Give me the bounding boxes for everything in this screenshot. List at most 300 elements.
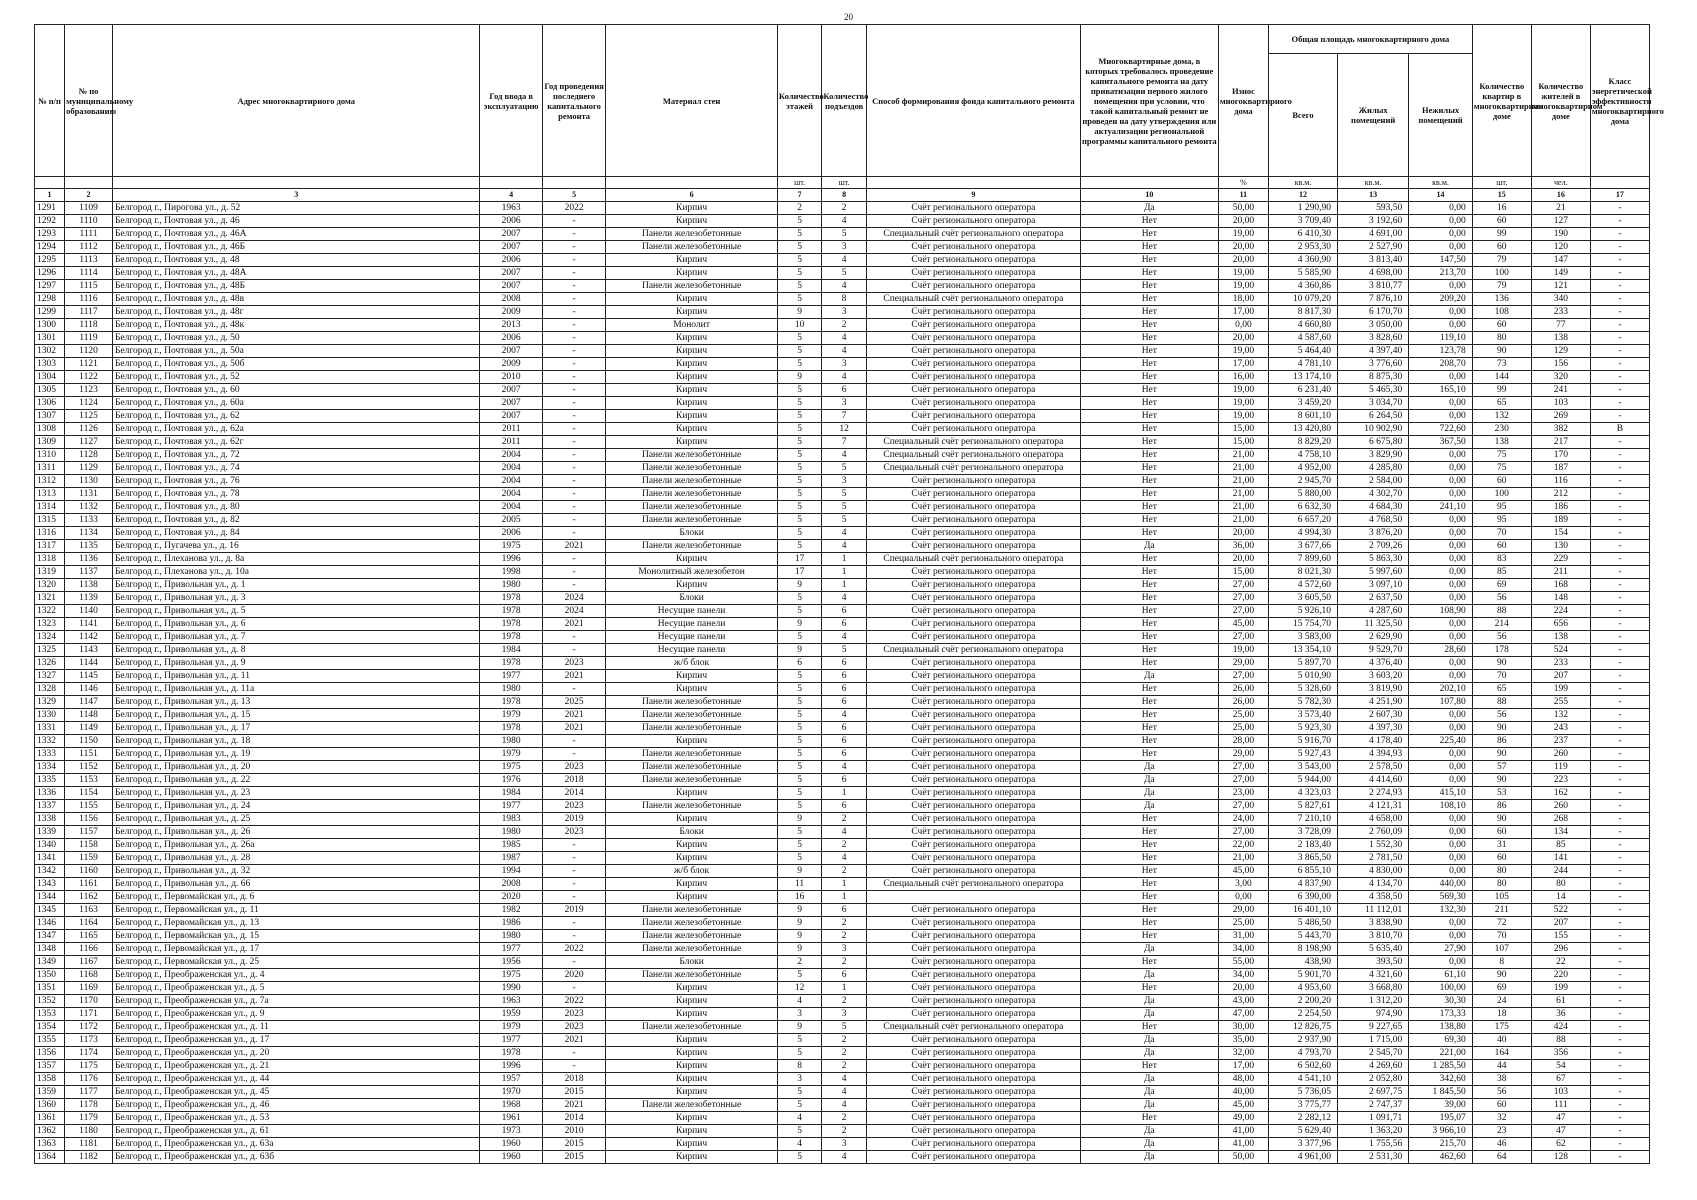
cell-energy-class: - [1590,787,1649,800]
cell-repair-required: Да [1080,1047,1218,1060]
cell-floors: 9 [777,371,822,384]
cell-energy-class: - [1590,241,1649,254]
cell-year-repair: - [542,865,605,878]
cell-entrances: 3 [822,241,867,254]
cell-apartments: 70 [1472,527,1531,540]
cell-wall-material: Кирпич [606,1047,778,1060]
cell-apartments: 108 [1472,306,1531,319]
cell-area-nonliving: 0,00 [1409,748,1473,761]
cell-wear: 24,00 [1218,813,1268,826]
cell-entrances: 4 [822,1099,867,1112]
column-number-cell: 13 [1338,189,1409,202]
table-row [35,774,1650,787]
table-row [35,995,1650,1008]
cell-fund-method: Счёт регионального оператора [866,943,1080,956]
cell-wear: 19,00 [1218,228,1268,241]
cell-entrances: 2 [822,1060,867,1073]
cell-area-total: 5 464,40 [1268,345,1337,358]
cell-year-built: 1980 [480,735,542,748]
cell-address: Белгород г., Почтовая ул., д. 50 [112,332,480,345]
cell-entrances: 7 [822,436,867,449]
unit-cell: шт. [822,177,867,189]
cell-year-built: 1980 [480,930,542,943]
cell-floors: 9 [777,917,822,930]
cell-num: 1329 [35,696,65,709]
cell-year-built: 1959 [480,1008,542,1021]
cell-wall-material: Панели железобетонные [606,800,778,813]
cell-area-living: 9 227,65 [1338,1021,1409,1034]
cell-area-total: 5 585,90 [1268,267,1337,280]
cell-energy-class: - [1590,852,1649,865]
cell-floors: 5 [777,215,822,228]
cell-fund-method: Счёт регионального оператора [866,917,1080,930]
cell-area-living: 11 112,01 [1338,904,1409,917]
cell-apartments: 86 [1472,800,1531,813]
cell-energy-class: - [1590,566,1649,579]
cell-floors: 3 [777,1073,822,1086]
cell-apartments: 72 [1472,917,1531,930]
cell-residents: 224 [1531,605,1590,618]
cell-year-built: 1975 [480,540,542,553]
cell-area-total: 5 736,05 [1268,1086,1337,1099]
cell-apartments: 90 [1472,657,1531,670]
table-row [35,579,1650,592]
table-row [35,696,1650,709]
table-row [35,410,1650,423]
cell-area-total: 2 953,30 [1268,241,1337,254]
cell-num: 1313 [35,488,65,501]
cell-repair-required: Нет [1080,410,1218,423]
cell-area-total: 2 183,40 [1268,839,1337,852]
cell-fund-method: Счёт регионального оператора [866,852,1080,865]
unit-cell [866,177,1080,189]
unit-cell [542,177,605,189]
cell-year-repair: 2024 [542,605,605,618]
cell-residents: 162 [1531,787,1590,800]
cell-mun-num: 1126 [65,423,113,436]
cell-repair-required: Нет [1080,631,1218,644]
cell-entrances: 6 [822,618,867,631]
cell-area-total: 8 817,30 [1268,306,1337,319]
cell-apartments: 80 [1472,332,1531,345]
cell-apartments: 69 [1472,982,1531,995]
cell-year-repair: - [542,748,605,761]
cell-area-nonliving: 0,00 [1409,371,1473,384]
cell-mun-num: 1151 [65,748,113,761]
cell-num: 1315 [35,514,65,527]
unit-cell [606,177,778,189]
cell-year-built: 1996 [480,553,542,566]
cell-repair-required: Да [1080,1008,1218,1021]
cell-repair-required: Да [1080,800,1218,813]
cell-energy-class: - [1590,605,1649,618]
cell-area-nonliving: 202,10 [1409,683,1473,696]
cell-area-living: 2 052,80 [1338,1073,1409,1086]
cell-year-built: 2009 [480,358,542,371]
cell-year-built: 1979 [480,748,542,761]
cell-wall-material: Кирпич [606,267,778,280]
cell-year-built: 1961 [480,1112,542,1125]
cell-floors: 11 [777,878,822,891]
cell-energy-class: - [1590,488,1649,501]
cell-fund-method: Счёт регионального оператора [866,839,1080,852]
table-row [35,1060,1650,1073]
cell-apartments: 88 [1472,605,1531,618]
cell-floors: 5 [777,969,822,982]
cell-energy-class: - [1590,1008,1649,1021]
cell-area-living: 4 302,70 [1338,488,1409,501]
cell-mun-num: 1156 [65,813,113,826]
cell-area-living: 4 321,60 [1338,969,1409,982]
cell-area-living: 2 747,37 [1338,1099,1409,1112]
cell-energy-class: - [1590,774,1649,787]
cell-year-built: 1984 [480,644,542,657]
unit-cell: шт. [1472,177,1531,189]
cell-num: 1341 [35,852,65,865]
cell-apartments: 65 [1472,397,1531,410]
cell-mun-num: 1143 [65,644,113,657]
cell-residents: 268 [1531,813,1590,826]
cell-repair-required: Нет [1080,514,1218,527]
cell-year-built: 2006 [480,332,542,345]
cell-mun-num: 1170 [65,995,113,1008]
cell-repair-required: Нет [1080,709,1218,722]
cell-area-nonliving: 221,00 [1409,1047,1473,1060]
cell-mun-num: 1125 [65,410,113,423]
cell-fund-method: Счёт регионального оператора [866,631,1080,644]
cell-area-total: 7 899,60 [1268,553,1337,566]
cell-apartments: 40 [1472,1034,1531,1047]
cell-year-repair: - [542,449,605,462]
cell-area-total: 6 231,40 [1268,384,1337,397]
cell-apartments: 90 [1472,748,1531,761]
cell-area-nonliving: 569,30 [1409,891,1473,904]
cell-year-repair: 2018 [542,774,605,787]
cell-repair-required: Нет [1080,722,1218,735]
cell-mun-num: 1177 [65,1086,113,1099]
cell-mun-num: 1129 [65,462,113,475]
cell-area-living: 4 285,80 [1338,462,1409,475]
cell-fund-method: Счёт регионального оператора [866,1125,1080,1138]
cell-wear: 27,00 [1218,579,1268,592]
cell-address: Белгород г., Преображенская ул., д. 4 [112,969,480,982]
table-row [35,1008,1650,1021]
cell-fund-method: Специальный счёт регионального оператора [866,436,1080,449]
cell-repair-required: Нет [1080,579,1218,592]
header-wear: Износ многоквартирного дома [1218,25,1268,177]
cell-wall-material: Панели железобетонные [606,280,778,293]
column-number-cell: 15 [1472,189,1531,202]
cell-floors: 5 [777,735,822,748]
cell-floors: 5 [777,839,822,852]
cell-repair-required: Да [1080,1151,1218,1164]
cell-residents: 147 [1531,254,1590,267]
cell-entrances: 4 [822,332,867,345]
table-row [35,813,1650,826]
cell-repair-required: Нет [1080,904,1218,917]
cell-residents: 356 [1531,1047,1590,1060]
cell-mun-num: 1142 [65,631,113,644]
cell-residents: 524 [1531,644,1590,657]
cell-energy-class: - [1590,995,1649,1008]
cell-fund-method: Счёт регионального оператора [866,1138,1080,1151]
housing-table [34,24,1664,1164]
cell-wall-material: Блоки [606,592,778,605]
cell-address: Белгород г., Привольная ул., д. 17 [112,722,480,735]
cell-wear: 35,00 [1218,1034,1268,1047]
cell-wear: 50,00 [1218,1151,1268,1164]
cell-num: 1312 [35,475,65,488]
cell-fund-method: Счёт регионального оператора [866,1047,1080,1060]
cell-area-living: 2 527,90 [1338,241,1409,254]
cell-repair-required: Нет [1080,592,1218,605]
cell-floors: 5 [777,358,822,371]
cell-fund-method: Счёт регионального оператора [866,371,1080,384]
table-row [35,1151,1650,1164]
cell-residents: 170 [1531,449,1590,462]
cell-repair-required: Нет [1080,813,1218,826]
cell-year-repair: - [542,423,605,436]
cell-residents: 223 [1531,774,1590,787]
cell-floors: 5 [777,384,822,397]
cell-year-built: 1994 [480,865,542,878]
table-row [35,1047,1650,1060]
cell-apartments: 8 [1472,956,1531,969]
cell-fund-method: Счёт регионального оператора [866,202,1080,215]
cell-fund-method: Счёт регионального оператора [866,319,1080,332]
cell-mun-num: 1158 [65,839,113,852]
cell-repair-required: Нет [1080,397,1218,410]
cell-num: 1340 [35,839,65,852]
table-row [35,826,1650,839]
cell-wear: 27,00 [1218,670,1268,683]
cell-year-built: 1977 [480,800,542,813]
cell-apartments: 60 [1472,319,1531,332]
cell-mun-num: 1146 [65,683,113,696]
cell-apartments: 95 [1472,501,1531,514]
table-row [35,345,1650,358]
cell-year-built: 2005 [480,514,542,527]
cell-address: Белгород г., Почтовая ул., д. 48к [112,319,480,332]
cell-year-built: 1980 [480,683,542,696]
cell-year-built: 1978 [480,618,542,631]
cell-fund-method: Счёт регионального оператора [866,605,1080,618]
cell-year-repair: 2022 [542,202,605,215]
cell-wear: 17,00 [1218,358,1268,371]
cell-area-nonliving: 0,00 [1409,241,1473,254]
column-number-cell: 11 [1218,189,1268,202]
cell-area-total: 4 360,90 [1268,254,1337,267]
cell-num: 1333 [35,748,65,761]
cell-floors: 5 [777,527,822,540]
cell-area-total: 3 543,00 [1268,761,1337,774]
cell-floors: 5 [777,423,822,436]
cell-energy-class: - [1590,1125,1649,1138]
cell-residents: 186 [1531,501,1590,514]
cell-year-repair: 2023 [542,826,605,839]
cell-floors: 5 [777,449,822,462]
cell-wear: 40,00 [1218,1086,1268,1099]
cell-area-nonliving: 195,07 [1409,1112,1473,1125]
cell-mun-num: 1138 [65,579,113,592]
cell-year-repair: - [542,930,605,943]
cell-floors: 5 [777,787,822,800]
cell-address: Белгород г., Привольная ул., д. 24 [112,800,480,813]
cell-energy-class: - [1590,553,1649,566]
cell-area-nonliving: 0,00 [1409,306,1473,319]
housing-table-wrapper [34,24,1664,1164]
cell-repair-required: Нет [1080,1112,1218,1125]
cell-repair-required: Нет [1080,553,1218,566]
cell-fund-method: Счёт регионального оператора [866,800,1080,813]
cell-entrances: 6 [822,904,867,917]
header-address: Адрес многоквартирного дома [112,25,480,177]
table-row [35,683,1650,696]
cell-floors: 5 [777,241,822,254]
cell-year-built: 2011 [480,423,542,436]
unit-cell [1590,177,1649,189]
cell-area-nonliving: 440,00 [1409,878,1473,891]
table-row [35,592,1650,605]
cell-num: 1306 [35,397,65,410]
cell-wear: 26,00 [1218,696,1268,709]
cell-entrances: 6 [822,696,867,709]
cell-fund-method: Счёт регионального оператора [866,241,1080,254]
cell-entrances: 6 [822,774,867,787]
cell-area-nonliving: 0,00 [1409,462,1473,475]
cell-apartments: 79 [1472,254,1531,267]
cell-repair-required: Нет [1080,735,1218,748]
cell-year-repair: 2010 [542,1125,605,1138]
cell-fund-method: Счёт регионального оператора [866,618,1080,631]
cell-wear: 43,00 [1218,995,1268,1008]
cell-year-repair: - [542,683,605,696]
cell-year-built: 1984 [480,787,542,800]
cell-wall-material: Блоки [606,527,778,540]
cell-mun-num: 1127 [65,436,113,449]
cell-area-nonliving: 3 966,10 [1409,1125,1473,1138]
cell-floors: 9 [777,618,822,631]
cell-year-repair: - [542,579,605,592]
cell-wear: 21,00 [1218,501,1268,514]
cell-residents: 168 [1531,579,1590,592]
cell-year-repair: - [542,852,605,865]
cell-residents: 103 [1531,1086,1590,1099]
cell-area-total: 5 927,43 [1268,748,1337,761]
cell-area-nonliving: 69,30 [1409,1034,1473,1047]
cell-area-living: 393,50 [1338,956,1409,969]
cell-area-total: 4 541,10 [1268,1073,1337,1086]
cell-residents: 296 [1531,943,1590,956]
cell-wear: 17,00 [1218,306,1268,319]
cell-residents: 138 [1531,631,1590,644]
cell-area-nonliving: 119,10 [1409,332,1473,345]
cell-area-total: 4 994,30 [1268,527,1337,540]
cell-floors: 5 [777,852,822,865]
cell-area-nonliving: 0,00 [1409,540,1473,553]
cell-wall-material: Кирпич [606,813,778,826]
cell-mun-num: 1180 [65,1125,113,1138]
cell-wear: 15,00 [1218,566,1268,579]
cell-repair-required: Нет [1080,449,1218,462]
cell-apartments: 90 [1472,969,1531,982]
cell-entrances: 1 [822,982,867,995]
cell-floors: 9 [777,904,822,917]
cell-apartments: 64 [1472,1151,1531,1164]
cell-repair-required: Нет [1080,917,1218,930]
cell-wear: 45,00 [1218,618,1268,631]
cell-wall-material: Несущие панели [606,605,778,618]
cell-residents: 130 [1531,540,1590,553]
cell-area-living: 2 274,93 [1338,787,1409,800]
cell-area-nonliving: 132,30 [1409,904,1473,917]
cell-fund-method [866,891,1080,904]
cell-area-total: 4 953,60 [1268,982,1337,995]
cell-area-living: 4 830,00 [1338,865,1409,878]
cell-num: 1339 [35,826,65,839]
cell-area-total: 10 079,20 [1268,293,1337,306]
cell-wall-material: Панели железобетонные [606,462,778,475]
cell-year-built: 1980 [480,826,542,839]
cell-wall-material: Несущие панели [606,631,778,644]
cell-area-nonliving: 415,10 [1409,787,1473,800]
cell-fund-method: Счёт регионального оператора [866,735,1080,748]
cell-residents: 88 [1531,1034,1590,1047]
cell-address: Белгород г., Почтовая ул., д. 80 [112,501,480,514]
units-row [35,177,1650,189]
cell-energy-class: - [1590,475,1649,488]
cell-apartments: 95 [1472,514,1531,527]
cell-area-living: 5 465,30 [1338,384,1409,397]
cell-year-built: 1987 [480,852,542,865]
cell-residents: 138 [1531,332,1590,345]
cell-residents: 320 [1531,371,1590,384]
cell-mun-num: 1139 [65,592,113,605]
cell-year-built: 1977 [480,670,542,683]
cell-mun-num: 1161 [65,878,113,891]
cell-wear: 32,00 [1218,1047,1268,1060]
cell-floors: 5 [777,1099,822,1112]
cell-repair-required: Да [1080,1138,1218,1151]
cell-mun-num: 1163 [65,904,113,917]
cell-fund-method: Счёт регионального оператора [866,345,1080,358]
cell-year-repair: 2024 [542,592,605,605]
cell-num: 1318 [35,553,65,566]
cell-floors: 5 [777,748,822,761]
cell-mun-num: 1174 [65,1047,113,1060]
cell-entrances: 4 [822,449,867,462]
cell-area-total: 3 865,50 [1268,852,1337,865]
cell-entrances: 5 [822,267,867,280]
table-row [35,527,1650,540]
cell-residents: 211 [1531,566,1590,579]
cell-energy-class: - [1590,748,1649,761]
cell-floors: 9 [777,1021,822,1034]
cell-energy-class: - [1590,735,1649,748]
cell-entrances: 5 [822,228,867,241]
cell-area-total: 8 198,90 [1268,943,1337,956]
cell-area-total: 12 826,75 [1268,1021,1337,1034]
header-year-built: Год ввода в эксплуатацию [480,25,542,177]
table-body [35,202,1650,1164]
table-row [35,891,1650,904]
cell-area-nonliving: 0,00 [1409,566,1473,579]
cell-floors: 5 [777,1086,822,1099]
cell-fund-method: Счёт регионального оператора [866,969,1080,982]
cell-apartments: 90 [1472,345,1531,358]
cell-floors: 5 [777,1125,822,1138]
cell-energy-class: - [1590,371,1649,384]
